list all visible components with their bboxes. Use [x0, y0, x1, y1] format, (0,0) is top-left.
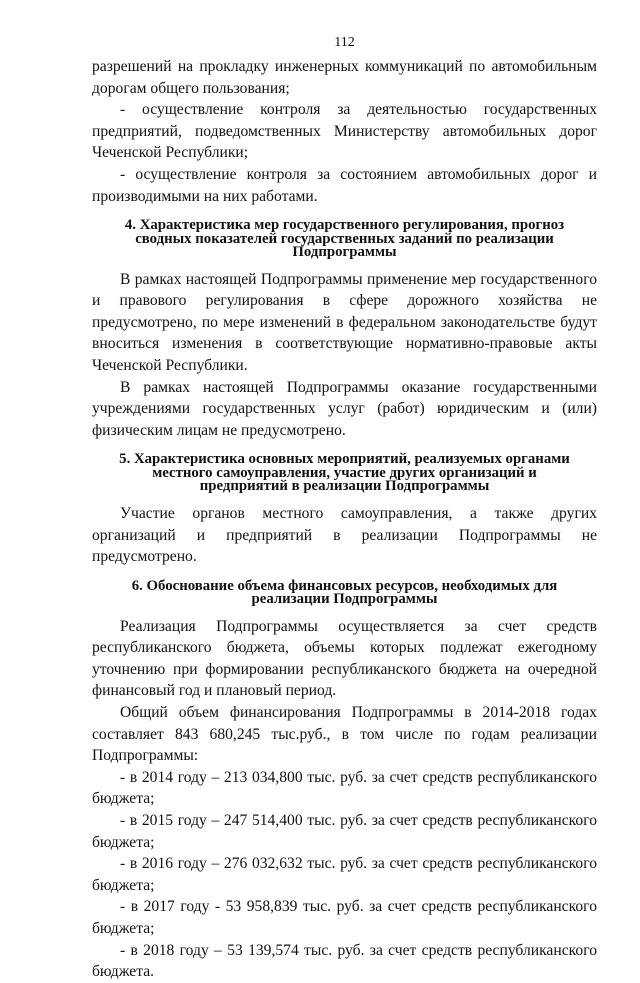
- list-item: - осуществление контроля за состоянием автомобильных дорог и производимыми на них работами.: [92, 165, 597, 205]
- list-item: - в 2014 году – 213 034,800 тыс. руб. за счет средств республиканского бюджета;: [92, 768, 597, 808]
- continuation-bullet-list: [92, 99, 597, 207]
- section-6-paragraph: Общий объем финансирования Подпрограммы в 2014-2018 годах составляет 843 680,245 тыс.руб., в том числе по годам реализации Подпрограммы:: [92, 704, 597, 765]
- list-item: - в 2018 году – 53 139,574 тыс. руб. за счет средств республиканского бюджета.: [92, 941, 597, 981]
- list-item: - в 2015 году – 247 514,400 тыс. руб. за счет средств республиканского бюджета;: [92, 812, 597, 851]
- list-item: - осуществление контроля за деятельностью государственных предприятий, подведомственных Министерству автомобильных дорог Чеченской Республики;: [92, 101, 597, 162]
- page-number: 112: [334, 35, 355, 50]
- section-6-paragraph: Реализация Подпрограммы осуществляется за счет средств республиканского бюджета, объемы которых подлежат ежегодному уточнению при формировании республиканского бюджета на очередной финансовый год и плановый период.: [92, 617, 597, 700]
- list-item: - в 2017 году - 53 958,839 тыс. руб. за счет средств республиканского бюджета;: [92, 898, 597, 937]
- funding-by-year-list: [92, 767, 597, 983]
- section-5-paragraph: Участие органов местного самоуправления, а также других организаций и предприятий в реализации Подпрограммы не предусмотрено.: [92, 504, 597, 566]
- document-page: [92, 34, 597, 983]
- section-5-heading: 5. Характеристика основных мероприятий, реализуемых органами местного самоуправления, участие других организаций и предприятий в реализации Подпрограммы: [119, 451, 570, 495]
- continuation-paragraph: разрешений на прокладку инженерных коммуникаций по автомобильным дорогам общего пользования;: [92, 58, 597, 97]
- list-item: - в 2016 году – 276 032,632 тыс. руб. за счет средств республиканского бюджета;: [92, 855, 597, 894]
- section-6-heading: 6. Обоснование объема финансовых ресурсов, необходимых для реализации Подпрограммы: [131, 577, 558, 608]
- section-4-paragraph: В рамках настоящей Подпрограммы оказание государственными учреждениями государственных услуг (работ) юридическим и (или) физическим лицам не предусмотрено.: [92, 378, 597, 439]
- section-4-heading: 4. Характеристика мер государственного регулирования, прогноз сводных показателей государственных заданий по реализации Подпрограммы: [124, 217, 565, 261]
- section-4-paragraph: В рамках настоящей Подпрограммы применение мер государственного и правового регулирования в сфере дорожного хозяйства не предусмотрено, по мере изменений в федеральном законодательстве будут вноситься изменения в соответствующие нормативно-правовые акты Чеченской Республики.: [92, 270, 597, 375]
